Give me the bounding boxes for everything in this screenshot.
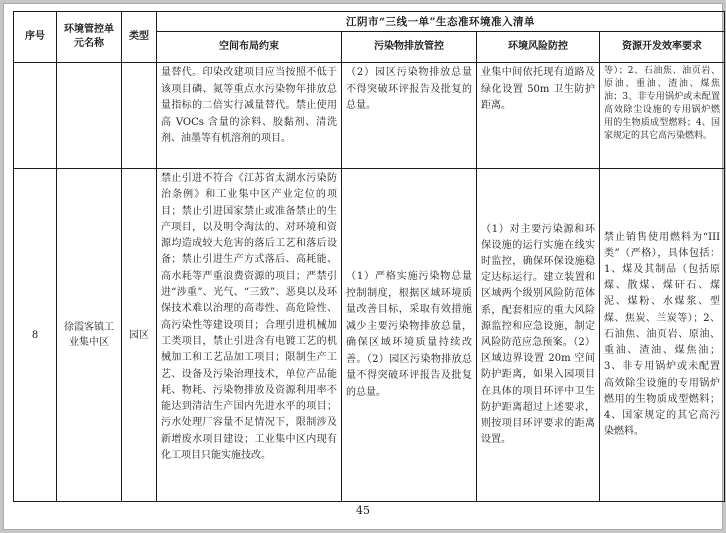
cell-type xyxy=(122,63,157,169)
table-row-continuation xyxy=(14,63,725,169)
cell-resource-efficiency: 等）；2、石油焦、油页岩、原油、重油、渣油、煤焦油；3、非专用锅炉或未配置高效除尘设施的专用锅炉燃用的生物质成型燃料；4、国家规定的其它高污染燃料。 xyxy=(600,63,725,169)
cell-pollutant-control: （2）园区污染物排放总量不得突破环评报告及批复的总量。 xyxy=(342,63,477,169)
header-row-1 xyxy=(14,12,725,32)
cell-index xyxy=(14,63,57,169)
document-page xyxy=(3,3,723,530)
cell-risk-prevention: （1）对主要污染源和环保设施的运行实施在线实时监控，确保环保设施稳定达标运行。建立装置和区域两个级别风险防范体系，配套相应的重大风险源监控和应急设施，制定风险防范应急预案。（2）区域边界设置 20m 空间防护距离，如果入园项目在具体的项目环评中卫生防护距离超过上述要求，则按项目环评要求的距离设置。 xyxy=(477,169,600,502)
cell-resource-efficiency: 禁止销售使用燃料为“III类”（严格），具体包括：1、煤及其制品（包括原煤、散煤、煤矸石、煤泥、煤粉、水煤浆、型煤、焦炭、兰炭等）；2、石油焦、油页岩、原油、重油、渣油、煤焦油；3、非专用锅炉或未配置高效除尘设施的专用锅炉燃用的生物质成型燃料；4、国家规定的其它高污染燃料。 xyxy=(600,169,725,502)
header-merged-title: 江阴市“三线一单”生态准环境准入清单 xyxy=(157,12,725,32)
cell-type: 园区 xyxy=(122,169,157,502)
table-row-8 xyxy=(14,169,725,502)
cell-unit-name: 徐霞客镇工业集中区 xyxy=(57,169,122,502)
eco-access-list-table xyxy=(13,11,725,502)
cell-unit-name xyxy=(57,63,122,169)
header-col-type: 类型 xyxy=(122,12,157,63)
header-col-index: 序号 xyxy=(14,12,57,63)
header-col-spatial: 空间布局约束 xyxy=(157,32,342,63)
header-col-unit-name: 环境管控单元名称 xyxy=(57,12,122,63)
cell-risk-prevention: 业集中间依托现有道路及绿化设置 50m 卫生防护距离。 xyxy=(477,63,600,169)
cell-spatial-constraint: 量替代。印染改建项目应当按照不低于该项目磷、氮等重点水污染物年排放总量指标的二倍实行减量替代。禁止使用高 VOCs 含量的涂料、胶黏剂、清洗剂、油墨等有机溶剂的项目。 xyxy=(157,63,342,169)
cell-index: 8 xyxy=(14,169,57,502)
header-col-pollutant: 污染物排放管控 xyxy=(342,32,477,63)
header-col-resource: 资源开发效率要求 xyxy=(600,32,725,63)
cell-spatial-constraint: 禁止引进不符合《江苏省太湖水污染防治条例》和工业集中区产业定位的项目；禁止引进国家禁止或准备禁止的生产项目，以及明令淘汰的、对环境和资源均造成较大危害的落后工艺和落后设备；禁止引进生产方式落后、高耗能、高水耗等严重浪费资源的项目；严禁引进“涉重”、光气、“三致”、恶臭以及环保技术难以治理的高毒性、高危险性、高污染性等建设项目；合理引进机械加工类项目，禁止引进含有电镀工艺的机械加工和工艺品加工项目；限制生产工艺、设备及污染治理技术，单位产品能耗、物耗、污染物排放及资源利用率不能达到清洁生产国内先进水平的项目；污水处理厂容量不足情况下，限制涉及新增废水项目建设；工业集中区内现有化工项目只能实施技改。 xyxy=(157,169,342,502)
page-number: 45 xyxy=(356,504,370,517)
cell-pollutant-control: （1）严格实施污染物总量控制制度，根据区域环境质量改善目标，采取有效措施减少主要污染物排放总量，确保区域环境质量持续改善。（2）园区污染物排放总量不得突破环评报告及批复的总量。 xyxy=(342,169,477,502)
header-col-risk: 环境风险防控 xyxy=(477,32,600,63)
